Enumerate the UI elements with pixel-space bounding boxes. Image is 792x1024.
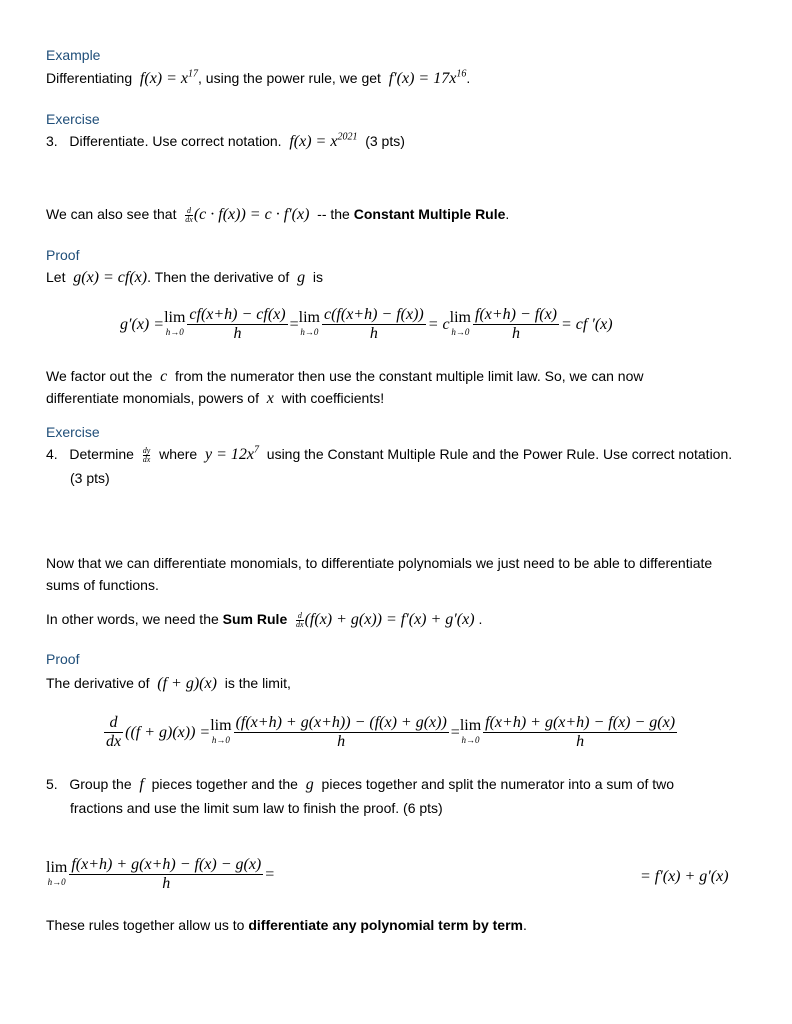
exercise3-line1	[46, 776, 674, 794]
proof1-g: g	[297, 269, 306, 286]
proof1-let: Let	[46, 269, 66, 285]
eq1-lhs: g′(x) =	[120, 315, 165, 333]
proof1-text: . Then the derivative of	[147, 269, 290, 285]
conclusion-period: .	[522, 917, 527, 933]
proof2-equation	[102, 714, 679, 751]
sum-intro-line1: Now that we can differentiate monomials, to differentiate polynomials we just need to be able to differentiate	[46, 555, 713, 571]
exercise2-expr: $y = 12x^7$	[205, 444, 259, 463]
example-line	[46, 70, 470, 88]
eq3-lim: lim h→0	[46, 858, 68, 887]
eq2-equals: =	[450, 723, 460, 741]
eq1-lim3: lim h→0	[449, 308, 471, 337]
proof1-para2b: with coefficients!	[281, 390, 385, 406]
exercise1-text: Differentiate. Use correct notation.	[69, 133, 282, 149]
exercise1-pts: (3 pts)	[365, 133, 405, 149]
constant-rule-line	[46, 206, 509, 224]
example-text1: Differentiating	[46, 70, 133, 86]
exercise3-number: 5.	[46, 776, 58, 792]
sum-rule-period: .	[478, 611, 483, 627]
eq1-lim1: lim h→0	[164, 308, 186, 337]
eq2-lim2: lim h→0	[459, 716, 482, 745]
proof2-heading: Proof	[46, 651, 80, 667]
proof1-para-line2	[46, 390, 384, 408]
exercise2-heading: Exercise	[46, 424, 100, 440]
proof2-text2: is the limit,	[224, 675, 291, 691]
example-fp-expr: $f'(x) = 17x^{16}$	[388, 68, 467, 87]
eq2-frac2: $\frac{f(x+h) + g(x+h) - f(x) - g(x)}{h}$	[485, 714, 676, 750]
sum-rule-text: In other words, we need the	[46, 611, 219, 627]
exercise2-text3: using the Constant Multiple Rule and the Power Rule. Use correct notation.	[266, 446, 733, 462]
proof1-g-expr: g(x) = cf(x)	[73, 269, 148, 286]
eq3-frac: $\frac{f(x+h) + g(x+h) - f(x) - g(x)}{h}$	[71, 856, 262, 892]
conclusion-text: These rules together allow us to	[46, 917, 245, 933]
proof1-para2a: differentiate monomials, powers of	[46, 390, 259, 406]
proof1-para1b: from the numerator then use the constant multiple limit law. So, we can now	[175, 368, 644, 384]
eq3-rhs: = f′(x) + g′(x)	[640, 868, 729, 885]
constant-rule-bold: Constant Multiple Rule	[353, 206, 506, 222]
proof1-x: x	[266, 390, 274, 407]
proof1-para-line1	[46, 368, 643, 386]
conclusion-line	[46, 917, 527, 933]
proof1-intro	[46, 269, 323, 287]
proof2-text1: The derivative of	[46, 675, 150, 691]
sum-d-dx-fraction: $\frac{d}{dx}$	[296, 610, 304, 629]
sum-rule-line	[46, 611, 482, 629]
eq1-frac2: $\frac{c(f(x+h) - f(x))}{h}$	[323, 306, 424, 342]
exercise1-line	[46, 133, 405, 151]
eq1-equals: =	[289, 315, 299, 333]
exercise1-heading: Exercise	[46, 111, 100, 127]
exercise3-text1c: pieces together and split the numerator into a sum of two	[321, 776, 675, 792]
proof1-equation	[120, 306, 613, 343]
exercise2-line	[46, 446, 732, 464]
example-f-expr: $f(x) = x^{17}$	[139, 68, 199, 87]
proof1-c: c	[160, 368, 168, 385]
example-period: .	[466, 70, 471, 86]
example-text2: , using the power rule, we get	[198, 70, 381, 86]
exercise2-pts: (3 pts)	[70, 470, 110, 486]
exercise3-f: f	[139, 776, 144, 793]
proof1-is: is	[312, 269, 323, 285]
d-dx-fraction: $\frac{d}{dx}$	[185, 205, 193, 224]
constant-rule-expr: (c · f(x)) = c · f′(x)	[193, 206, 310, 223]
constant-rule-the: -- the	[317, 206, 350, 222]
exercise3-text1a: Group the	[69, 776, 132, 792]
dy-dx-fraction: $\frac{dy}{dx}$	[142, 445, 151, 464]
sum-intro-line2: sums of functions.	[46, 577, 159, 593]
eq2-frac1: $\frac{(f(x+h) + g(x+h)) - (f(x) + g(x))}{h}$	[235, 714, 447, 750]
exercise3-rhs	[640, 868, 729, 886]
sum-rule-expr: (f(x) + g(x)) = f′(x) + g′(x)	[304, 611, 475, 628]
proof1-para1a: We factor out the	[46, 368, 153, 384]
eq3-equals: =	[265, 865, 275, 883]
constant-rule-text: We can also see that	[46, 206, 177, 222]
eq2-lim1: lim h→0	[210, 716, 232, 745]
exercise1-number: 3.	[46, 133, 58, 149]
eq1-lim2: lim h→0	[298, 308, 320, 337]
proof2-intro	[46, 675, 291, 693]
conclusion-bold: differentiate any polynomial term by term	[248, 917, 523, 933]
eq1-frac3: $\frac{f(x+h) - f(x)}{h}$	[475, 306, 557, 342]
exercise3-g: g	[305, 776, 314, 793]
eq1-c: = c	[427, 315, 450, 333]
proof1-heading: Proof	[46, 247, 80, 263]
constant-rule-period: .	[505, 206, 510, 222]
exercise3-equation	[46, 856, 274, 893]
sum-rule-bold: Sum Rule	[222, 611, 288, 627]
example-heading: Example	[46, 47, 101, 63]
exercise2-text1: Determine	[69, 446, 134, 462]
eq1-frac1: $\frac{cf(x+h) - cf(x)}{h}$	[189, 306, 286, 342]
eq2-d-dx: $\frac{d}{dx}$	[106, 714, 122, 750]
exercise1-expr: $f(x) = x^{2021}$	[289, 131, 358, 150]
proof2-expr: (f + g)(x)	[157, 675, 217, 692]
exercise2-text2: where	[159, 446, 198, 462]
exercise2-number: 4.	[46, 446, 58, 462]
exercise3-text1b: pieces together and the	[151, 776, 298, 792]
exercise3-line2: fractions and use the limit sum law to finish the proof. (6 pts)	[70, 800, 443, 816]
eq1-rhs: = cf ′(x)	[561, 315, 613, 333]
eq2-lhs: ((f + g)(x)) =	[125, 723, 211, 741]
